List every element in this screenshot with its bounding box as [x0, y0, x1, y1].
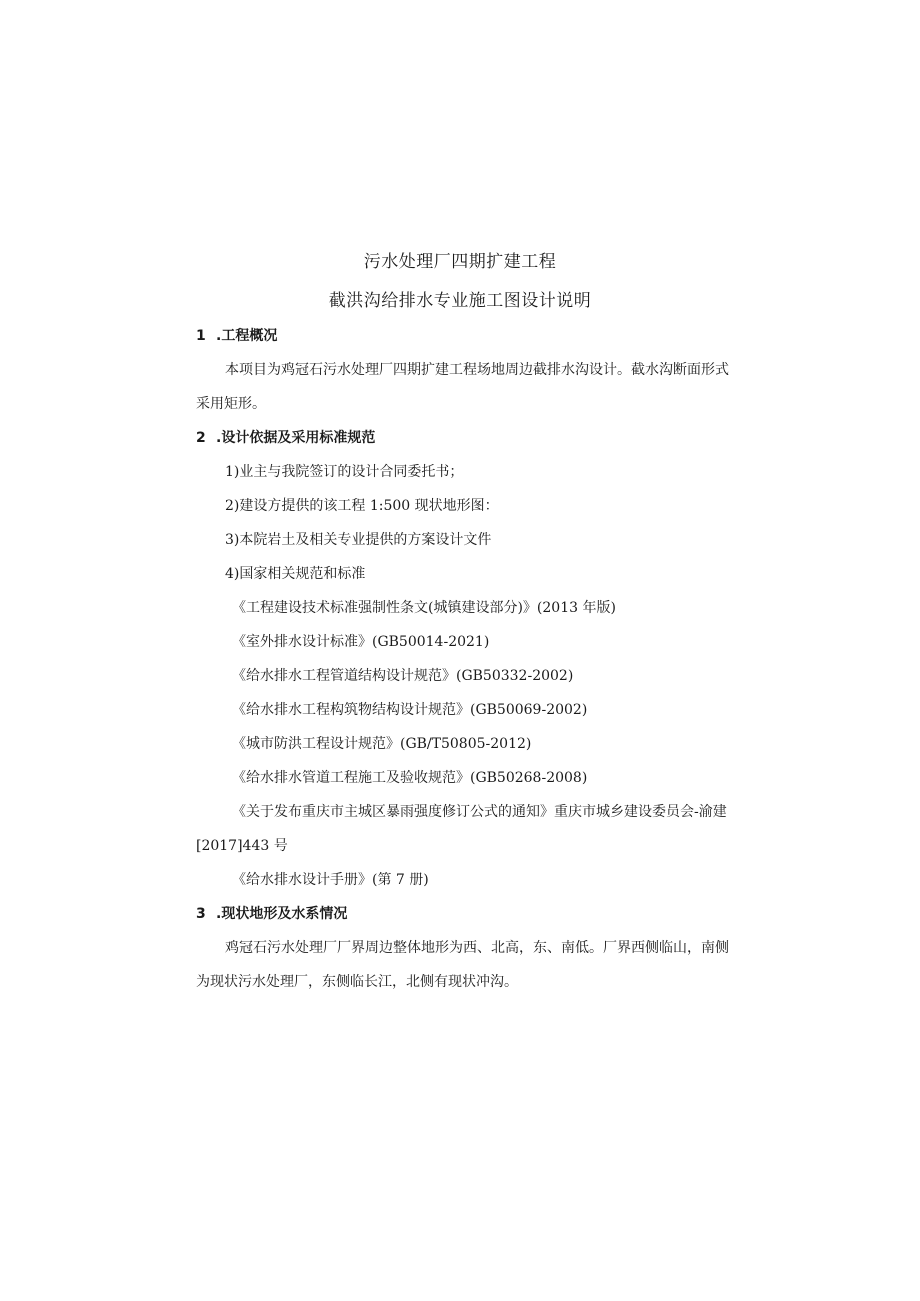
reference-item: 《给水排水管道工程施工及验收规范》(GB50268-2008) [232, 770, 588, 786]
list-item: 4)国家相关规范和标准 [225, 566, 366, 582]
reference-item: 《工程建设技术标准强制性条文(城镇建设部分)》(2013 年版) [232, 600, 616, 616]
reference-item: 《给水排水工程管道结构设计规范》(GB50332-2002) [232, 668, 574, 684]
document-title: 污水处理厂四期扩建工程 [363, 252, 557, 272]
section-number: 1 [196, 328, 206, 344]
reference-item: 《室外排水设计标准》(GB50014-2021) [232, 634, 490, 650]
reference-item: 《关于发布重庆市主城区暴雨强度修订公式的通知》重庆市城乡建设委员会-渝建 [232, 804, 727, 820]
list-item: 1)业主与我院签订的设计合同委托书； [225, 464, 464, 480]
reference-item: 《给水排水工程构筑物结构设计规范》(GB50069-2002) [232, 702, 588, 718]
list-item: 2)建设方提供的该工程 1:500 现状地形图： [225, 498, 499, 514]
section1-paragraph-line2: 采用矩形。 [196, 396, 266, 412]
section3-paragraph-line2: 为现状污水处理厂，东侧临长江，北侧有现状冲沟。 [196, 974, 518, 990]
section-title: .工程概况 [216, 328, 278, 344]
document-subtitle: 截洪沟给排水专业施工图设计说明 [328, 291, 592, 311]
section-heading-2 [196, 428, 375, 448]
section-title: .现状地形及水系情况 [216, 906, 348, 922]
list-item: 3)本院岩土及相关专业提供的方案设计文件 [225, 532, 492, 548]
section-number: 2 [196, 430, 206, 446]
reference-item-continuation: [2017]443 号 [196, 838, 288, 854]
section3-paragraph-line1: 鸡冠石污水处理厂厂界周边整体地形为西、北高，东、南低。厂界西侧临山，南侧 [225, 940, 729, 956]
reference-item: 《给水排水设计手册》(第 7 册) [232, 872, 429, 888]
section-heading-3 [196, 904, 347, 924]
section-heading-1 [196, 326, 277, 346]
section-number: 3 [196, 906, 206, 922]
reference-item: 《城市防洪工程设计规范》(GB/T50805-2012) [232, 736, 532, 752]
section1-paragraph-line1: 本项目为鸡冠石污水处理厂四期扩建工程场地周边截排水沟设计。截水沟断面形式 [225, 362, 729, 378]
section-title: .设计依据及采用标准规范 [216, 430, 376, 446]
